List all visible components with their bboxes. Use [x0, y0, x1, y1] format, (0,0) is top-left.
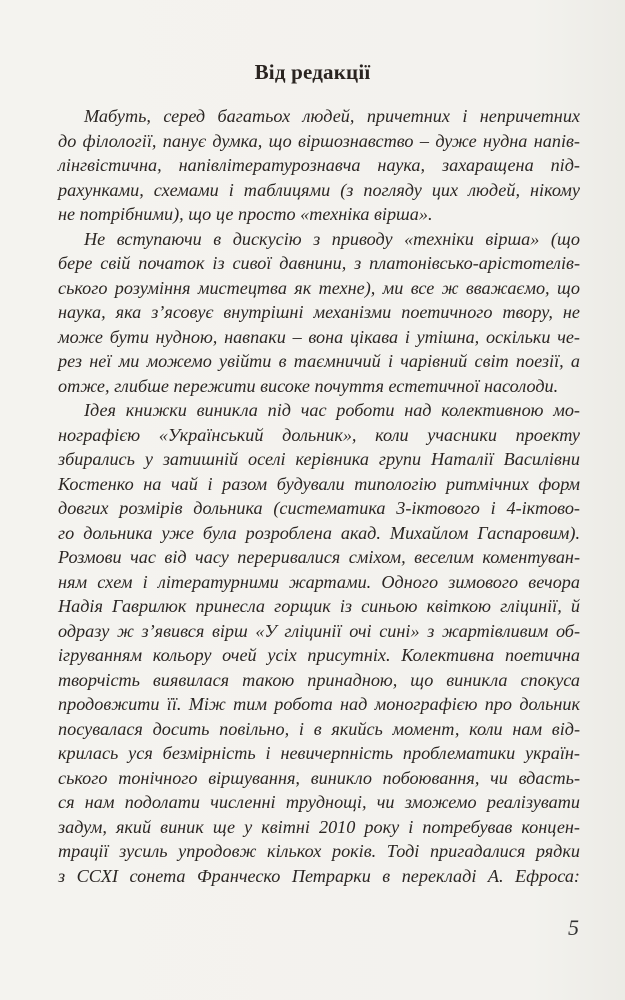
text-line: ського тонічного віршування, виникло побоювання, чи вдасть- [58, 767, 580, 788]
text-line: з CCXI сонета Франческо Петрарки в перекладі А. Ефроса: [58, 865, 580, 886]
text-line: наука, яка з’ясовує внутрішні механізми поетичного твору, не [58, 302, 580, 322]
text-line: ся нам подолати численні труднощі, чи зможемо реалізувати [58, 792, 580, 812]
text-line: збирались у затишній оселі керівника групи Наталії Василівни [58, 449, 580, 469]
text-line: крилась уся безмірність і невичерпність проблематики україн- [58, 743, 580, 763]
text-line: Розмови час від часу переривалися сміхом, веселим коментуван- [58, 547, 580, 567]
text-line: ігруванням кольору очей усіх присутніх. Колективна поетична [58, 645, 580, 665]
text-line: Не вступаючи в дискусію з приводу «техніки вірша» (що [84, 228, 580, 249]
text-line: Мабуть, серед багатьох людей, причетних і непричетних [84, 106, 580, 126]
text-line: ського розуміння мистецтва як техне), ми все ж вважаємо, що [58, 277, 580, 298]
text-line: нографією «Український дольник», коли учасники проекту [58, 424, 580, 445]
text-line: посувалася досить повільно, і в якийсь момент, коли нам від- [58, 718, 580, 739]
text-line: бере свій початок із сивої давнини, з платонівсько-арістотелів- [58, 253, 580, 273]
text-line: Костенко на чай і разом будували типологію ритмічних форм [58, 473, 580, 494]
text-line: одразу ж з’явився вірш «У гліцинії очі сині» з жартівливим об- [58, 620, 580, 641]
text-line: рез неї ми можемо увійти в таємничий і чарівний світ поезії, а [58, 351, 580, 371]
text-line: Ідея книжки виникла під час роботи над колективною мо- [84, 400, 580, 420]
text-line: ням схем і літературними жартами. Одного зимового вечора [58, 571, 580, 592]
page-number: 5 [568, 915, 579, 940]
text-line: трації зусиль упродовж кількох років. Тоді пригадалися рядки [58, 841, 580, 861]
text-line: отже, глибше пережити високе почуття естетичної насолоди. [58, 375, 559, 396]
body-text [58, 104, 580, 888]
text-line: творчість виявилася такою принадною, що виникла спокуса [58, 669, 580, 690]
text-line: до філології, панує думка, що віршознавство – дуже нудна напів- [58, 130, 580, 151]
text-line: не потрібними), що це просто «техніка вірша». [58, 204, 433, 224]
text-line: рахунками, схемами і таблицями (з погляду цих людей, нікому [58, 179, 580, 200]
text-line: лінгвістична, напівлітературознавча наука, захаращена під- [58, 155, 580, 175]
page-title: Від редакції [254, 60, 371, 84]
text-line: продовжити її. Між тим робота над монографією про дольник [58, 694, 580, 714]
text-line: задум, який виник ще у квітні 2010 року і потребував концен- [58, 816, 580, 837]
text-line: може бути нудною, навпаки – вона цікава і утішна, оскільки че- [58, 326, 580, 347]
text-line: довгих розмірів дольника (систематика 3-іктового і 4-іктово- [58, 498, 580, 518]
text-line: Надія Гаврилюк принесла горщик із синьою квіткою гліцинії, й [58, 596, 580, 616]
text-line: го дольника уже була розроблена акад. Михайлом Гаспаровим). [58, 522, 580, 543]
